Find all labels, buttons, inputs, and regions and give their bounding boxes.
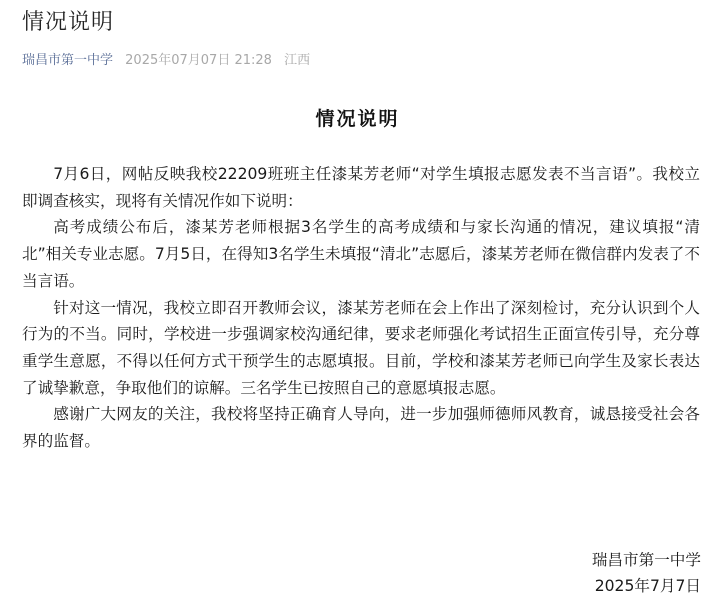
document-title: 情况说明 — [315, 108, 400, 130]
paragraph-2: 高考成绩公布后，漆某芳老师根据3名学生的高考成绩和与家长沟通的情况，建议填报“清北”相关专业志愿。7月5日，在得知3名学生未填报“清北”志愿后，漆某芳老师在微信群内发表了不当言语。 — [22, 218, 700, 290]
author-link[interactable]: 瑞昌市第一中学 — [22, 53, 114, 68]
signature-block — [592, 547, 701, 599]
paragraph-3: 针对这一情况，我校立即召开教师会议，漆某芳老师在会上作出了深刻检讨，充分认识到个人行为的不当。同时，学校进一步强调家校沟通纪律，要求老师强化考试招生正面宣传引导，充分尊重学生意愿，不得以任何方式干预学生的志愿填报。目前，学校和漆某芳老师已向学生及家长表达了诚挚歉意，争取他们的谅解。三名学生已按照自己的意愿填报志愿。 — [22, 298, 700, 397]
article-header-title: 情况说明 — [22, 10, 115, 35]
paragraph-4: 感谢广大网友的关注，我校将坚持正确育人导向，进一步加强师德师风教育，诚恳接受社会各界的监督。 — [22, 405, 700, 451]
publish-time: 2025年07月07日 21:28 — [125, 53, 272, 68]
article-meta — [22, 52, 310, 70]
paragraph-1: 7月6日，网帖反映我校22209班班主任漆某芳老师“对学生填报志愿发表不当言语”。我校立即调查核实，现将有关情况作如下说明： — [22, 165, 700, 210]
signature-date: 2025年7月7日 — [594, 577, 701, 595]
signature-organization: 瑞昌市第一中学 — [591, 551, 701, 569]
publish-location: 江西 — [284, 53, 311, 68]
document-body — [22, 161, 700, 455]
